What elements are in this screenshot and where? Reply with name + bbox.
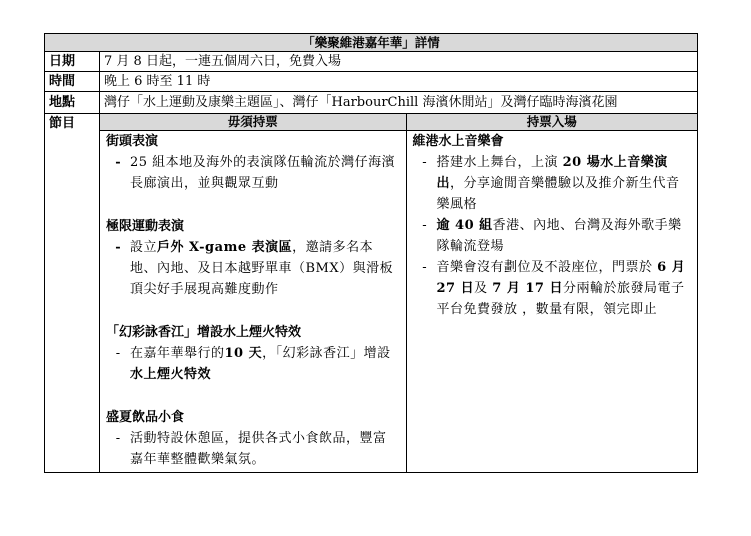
list-item: - 在嘉年華舉行的10 天，「幻彩詠香江」增設水上煙火特效 xyxy=(106,343,400,385)
venue-value: 灣仔「水上運動及康樂主題區」、灣仔「HarbourChill 海濱休閒站」及灣仔臨時海濱花園 xyxy=(100,92,698,114)
ticket-column xyxy=(406,131,697,473)
section-title-street-performance: 街頭表演 xyxy=(106,134,159,149)
date-label: 日期 xyxy=(45,52,100,72)
table-title: 「樂聚維港嘉年華」詳情 xyxy=(45,34,698,52)
date-value: 7 月 8 日起，一連五個周六日，免費入場 xyxy=(100,52,698,72)
dash-marker: - xyxy=(115,346,121,361)
carnival-details-table xyxy=(44,33,698,473)
section-title-extreme-sports: 極限運動表演 xyxy=(106,219,185,234)
list-item: - 搭建水上舞台，上演 20 場水上音樂演出，分享逾閒音樂體驗以及推介新生代音樂風格 xyxy=(413,152,692,215)
venue-label: 地點 xyxy=(45,92,100,114)
free-column-header: 毋須持票 xyxy=(100,114,406,131)
dash-marker: - xyxy=(422,155,427,170)
section-title-harbour-concert: 維港水上音樂會 xyxy=(412,134,504,149)
section-title-pyrotechnics: 「幻彩詠香江」增設水上煙火特效 xyxy=(106,325,302,340)
dash-marker: - xyxy=(115,240,121,255)
dash-marker: - xyxy=(115,155,121,170)
time-label: 時間 xyxy=(45,72,100,92)
dash-marker: - xyxy=(115,431,121,446)
list-item: - 25 組本地及海外的表演隊伍輪流於灣仔海濱長廊演出，並與觀眾互動 xyxy=(106,152,400,194)
free-column xyxy=(100,131,406,473)
section-title-food-drinks: 盛夏飲品小食 xyxy=(106,410,185,425)
list-item: - 逾 40 組香港、內地、台灣及海外歌手樂隊輪流登場 xyxy=(413,215,692,257)
dash-marker: - xyxy=(422,218,427,233)
dash-marker: - xyxy=(422,260,427,275)
ticket-column-header: 持票入場 xyxy=(406,114,697,131)
list-item: - 設立戶外 X-game 表演區，邀請多名本地、內地、及日本越野單車（BMX）與滑板頂尖好手展現高難度動作 xyxy=(106,237,400,300)
programme-table xyxy=(100,114,697,472)
time-value: 晚上 6 時至 11 時 xyxy=(100,72,698,92)
programme-label: 節目 xyxy=(45,114,100,473)
list-item: - 音樂會沒有劃位及不設座位，門票於 6 月 27 日及 7 月 17 日分兩輪於旅發局電子平台免費發放 ，數量有限，領完即止 xyxy=(413,257,692,320)
list-item: - 活動特設休憩區，提供各式小食飲品，豐富嘉年華整體歡樂氣氛。 xyxy=(106,428,400,470)
